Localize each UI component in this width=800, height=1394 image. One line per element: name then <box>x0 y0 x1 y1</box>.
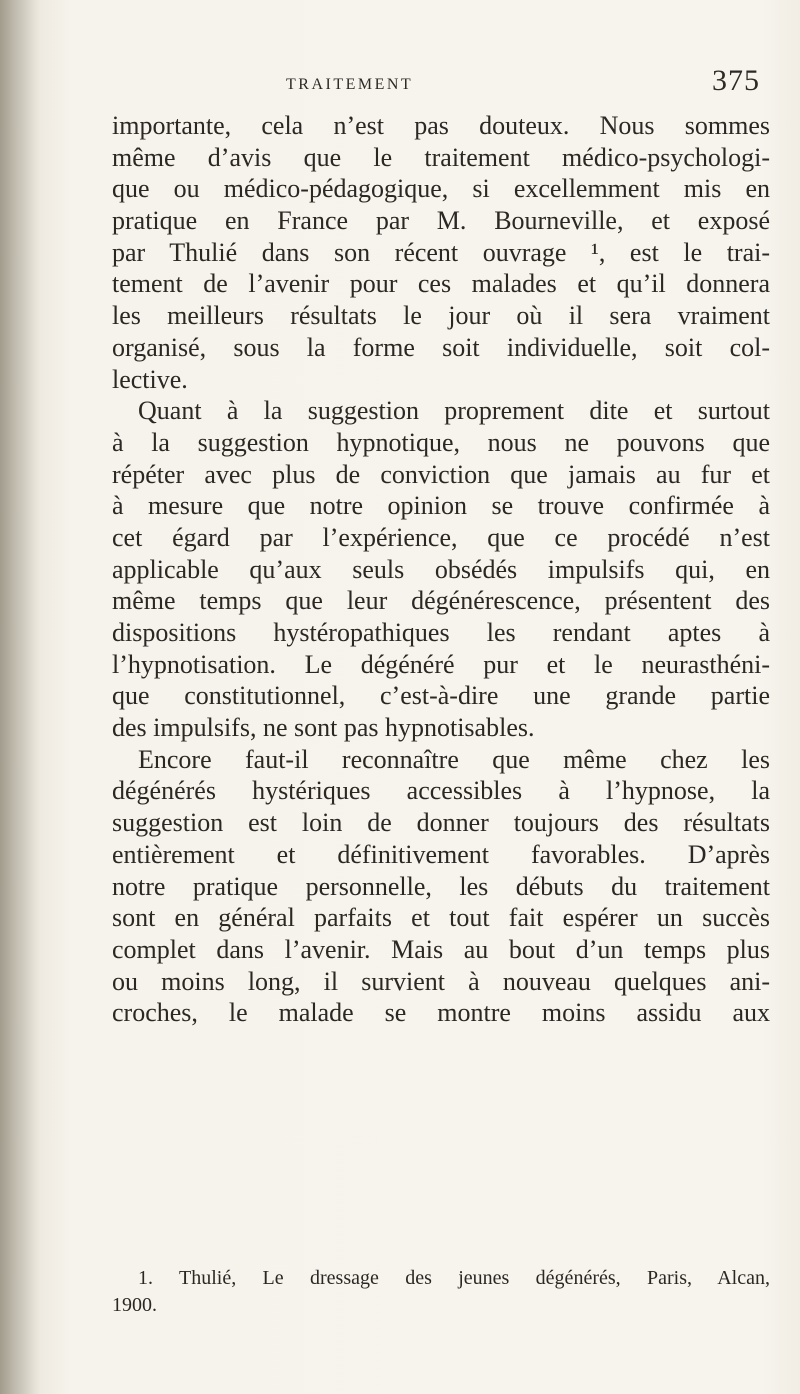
text-line: sont en général parfaits et tout fait espérer un succès <box>112 903 770 933</box>
text-line: ou moins long, il survient à nouveau quelques ani- <box>112 966 770 996</box>
text-line: les meilleurs résultats le jour où il sera vraiment <box>112 301 770 331</box>
text-line: pratique en France par M. Bourneville, et exposé <box>112 206 770 236</box>
page-number: 375 <box>712 64 760 97</box>
text-line: Quant à la suggestion proprement dite et surtout <box>138 396 770 426</box>
page-header <box>110 64 760 108</box>
text-line: à mesure que notre opinion se trouve confirmée à <box>112 491 770 521</box>
text-line: croches, le malade se montre moins assidu aux <box>112 998 770 1028</box>
text-line: à la suggestion hypnotique, nous ne pouvons que <box>112 427 770 457</box>
body-text <box>112 110 770 1029</box>
binding-shadow <box>0 0 40 1394</box>
text-line: cet égard par l’expérience, que ce procédé n’est <box>112 522 770 552</box>
text-line: répéter avec plus de conviction que jamais au fur et <box>112 459 770 489</box>
text-line: Encore faut-il reconnaître que même chez les <box>138 744 770 774</box>
text-line: l’hypnotisation. Le dégénéré pur et le neurasthéni- <box>112 649 770 679</box>
text-line: dispositions hystéropathiques les rendant aptes à <box>112 618 770 647</box>
footnote <box>112 1265 770 1319</box>
text-line: même d’avis que le traitement médico-psychologi- <box>112 142 770 172</box>
text-line: que constitutionnel, c’est-à-dire une grande partie <box>112 681 770 711</box>
text-line: suggestion est loin de donner toujours des résultats <box>112 808 770 838</box>
text-line: par Thulié dans son récent ouvrage ¹, est le trai- <box>112 237 770 267</box>
footnote-line: 1900. <box>112 1294 157 1316</box>
text-line: même temps que leur dégénérescence, présentent des <box>112 586 770 616</box>
text-line: dégénérés hystériques accessibles à l’hypnose, la <box>112 776 770 806</box>
text-line: importante, cela n’est pas douteux. Nous sommes <box>112 111 770 140</box>
text-line: lective. <box>112 364 188 394</box>
footnote-line: 1. Thulié, Le dressage des jeunes dégénérés, Paris, Alcan, <box>138 1267 770 1289</box>
text-line: tement de l’avenir pour ces malades et qu’il donnera <box>112 269 770 299</box>
text-line: des impulsifs, ne sont pas hypnotisables. <box>112 713 535 743</box>
running-head: TRAITEMENT <box>286 76 414 93</box>
text-line: notre pratique personnelle, les débuts du traitement <box>112 871 770 901</box>
text-line: que ou médico-pédagogique, si excellemment mis en <box>112 174 770 204</box>
text-line: complet dans l’avenir. Mais au bout d’un temps plus <box>112 934 770 964</box>
text-line: organisé, sous la forme soit individuelle, soit col- <box>112 332 770 362</box>
text-line: entièrement et définitivement favorables. D’après <box>112 839 770 869</box>
text-line: applicable qu’aux seuls obsédés impulsifs qui, en <box>112 554 770 584</box>
